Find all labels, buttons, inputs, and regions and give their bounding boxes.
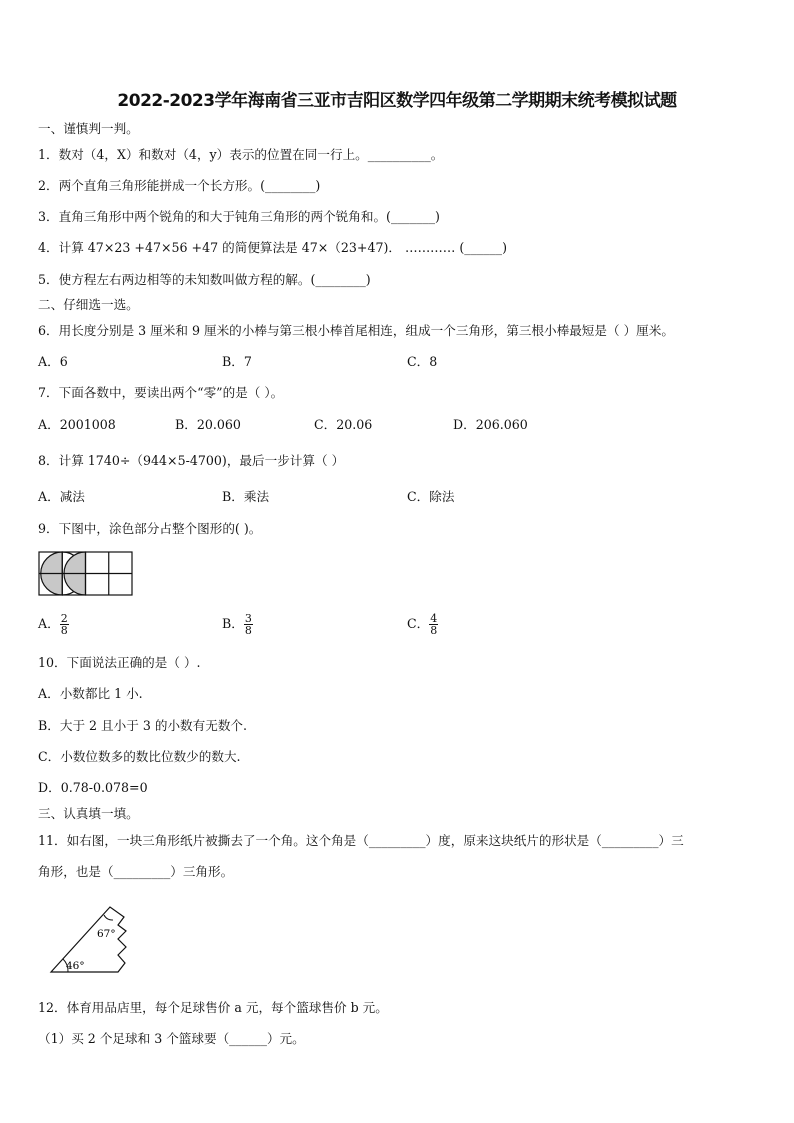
q6-option-a: A．6	[38, 354, 68, 369]
q7-option-b: B．20.060	[175, 417, 241, 432]
question-4: 4．计算 47×23 +47×56 +47 的简便算法是 47×（23+47)． ………… (______)	[38, 240, 507, 255]
page-title: 2022-2023学年海南省三亚市吉阳区数学四年级第二学期期末统考模拟试题	[117, 91, 677, 111]
fraction: $\frac{4}{8}$	[430, 612, 438, 637]
q10-option-c: C．小数位数多的数比位数少的数大.	[38, 749, 241, 764]
q10-option-a: A．小数都比 1 小.	[38, 686, 143, 701]
question-5: 5．使方程左右两边相等的未知数叫做方程的解。(________)	[38, 272, 371, 287]
q7-option-a: A．2001008	[38, 417, 116, 432]
question-10: 10．下面说法正确的是（ ）.	[38, 655, 201, 670]
angle-label-46: 46°	[66, 960, 85, 972]
question-11-line-2: 角形，也是（_________）三角形。	[38, 864, 234, 879]
question-6: 6．用长度分别是 3 厘米和 9 厘米的小棒与第三根小棒首尾相连，组成一个三角形，第三根小棒最短是（ ）厘米。	[38, 323, 674, 338]
question-11-line-1: 11．如右图，一块三角形纸片被撕去了一个角。这个角是（_________）度，原来这块纸片的形状是（_________）三	[38, 833, 684, 848]
q8-option-a: A．减法	[38, 489, 85, 504]
q8-option-b: B．乘法	[222, 489, 270, 504]
q8-option-c: C．除法	[407, 489, 455, 504]
question-8: 8．计算 1740÷（944×5-4700)，最后一步计算（ ）	[38, 453, 345, 468]
q6-option-b: B．7	[222, 354, 252, 369]
question-12: 12．体育用品店里，每个足球售价 a 元，每个篮球售价 b 元。	[38, 1000, 388, 1015]
fraction: $\frac{3}{8}$	[244, 612, 252, 637]
q9-option-b: B． $\frac{3}{8}$	[222, 612, 252, 637]
q9-option-a: A． $\frac{2}{8}$	[38, 612, 68, 637]
section-heading-2: 二、仔细选一选。	[38, 297, 139, 312]
q11-torn-triangle-figure	[48, 903, 132, 975]
section-heading-3: 三、认真填一填。	[38, 806, 139, 821]
fraction: $\frac{2}{8}$	[60, 612, 68, 637]
question-12-sub-1: （1）买 2 个足球和 3 个篮球要（______）元。	[38, 1031, 305, 1046]
q9-option-c: C． $\frac{4}{8}$	[407, 612, 438, 637]
q6-option-c: C．8	[407, 354, 438, 369]
q7-option-d: D．206.060	[453, 417, 528, 432]
question-9: 9．下图中，涂色部分占整个图形的( )。	[38, 521, 262, 536]
q9-grid-figure	[38, 551, 134, 597]
question-3: 3．直角三角形中两个锐角的和大于钝角三角形的两个锐角和。(_______)	[38, 209, 440, 224]
question-7: 7．下面各数中，要读出两个“零”的是（ ）。	[38, 385, 284, 400]
question-2: 2．两个直角三角形能拼成一个长方形。(________)	[38, 178, 321, 193]
q7-option-c: C．20.06	[314, 417, 373, 432]
angle-label-67: 67°	[97, 928, 116, 940]
q10-option-b: B．大于 2 且小于 3 的小数有无数个.	[38, 718, 248, 733]
question-1: 1．数对（4，X）和数对（4，y）表示的位置在同一行上。__________。	[38, 147, 444, 162]
q10-option-d: D．0.78-0.078=0	[38, 780, 148, 795]
section-heading-1: 一、谨慎判一判。	[38, 121, 139, 136]
